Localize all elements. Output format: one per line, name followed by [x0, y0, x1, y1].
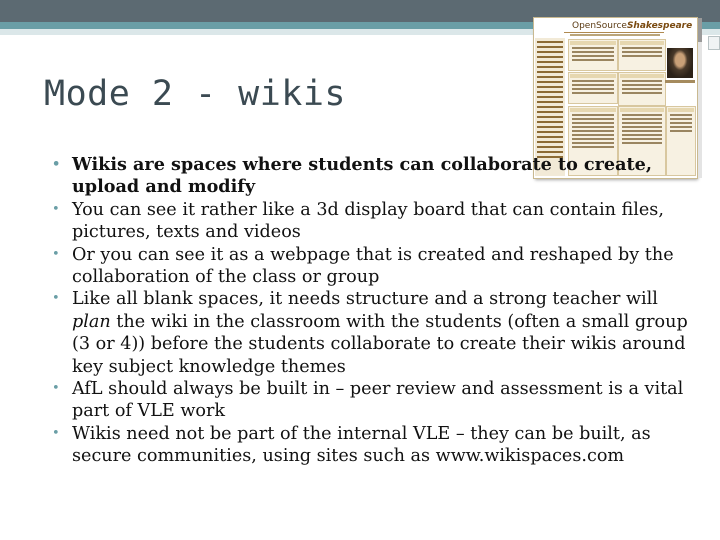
- corner-button: [708, 36, 720, 50]
- thumbnail-scrollbar-thumb: [698, 18, 702, 42]
- bullet-item: [52, 378, 692, 423]
- bullet-marker: •: [52, 425, 60, 441]
- site-panel: [618, 39, 666, 71]
- portrait-caption: [665, 80, 695, 83]
- bullet-text: Wikis are spaces where students can collaborate to create, upload and modify: [72, 154, 652, 198]
- bullet-item: [52, 288, 692, 378]
- bullet-text-after: the wiki in the classroom with the students (often a small group (3 or 4)) before the students collaborate to create their wikis around key subject knowledge themes: [72, 311, 688, 377]
- bullet-marker: •: [52, 201, 60, 217]
- logo-brand: Shakespeare: [626, 21, 693, 31]
- slide-title: Mode 2 - wikis: [44, 74, 347, 114]
- bullet-item: [52, 154, 692, 199]
- site-panel: [618, 72, 666, 106]
- site-panel: [568, 39, 618, 71]
- bullet-list: [52, 154, 692, 468]
- thumbnail-scrollbar: [698, 18, 702, 178]
- bullet-marker: •: [52, 381, 60, 397]
- site-panel: [568, 72, 618, 104]
- bullet-item: [52, 244, 692, 289]
- bullet-item: [52, 199, 692, 244]
- bullet-text: Or you can see it as a webpage that is created and reshaped by the collaboration of the class or group: [72, 244, 674, 288]
- bullet-text: AfL should always be built in – peer review and assessment is a vital part of VLE work: [72, 379, 684, 422]
- bullet-marker: •: [52, 157, 61, 172]
- logo-prefix: OpenSource: [572, 21, 627, 31]
- site-logo: [572, 21, 692, 31]
- bullet-emphasis: plan: [72, 311, 111, 332]
- site-tagline-block: [570, 34, 660, 36]
- shakespeare-portrait-image: [667, 48, 693, 78]
- bullet-text-before: Like all blank spaces, it needs structure and a strong teacher will: [72, 289, 658, 310]
- bullet-text: Wikis need not be part of the internal VLE – they can be built, as secure communities, using sites such as www.wikispaces.com: [72, 423, 651, 467]
- logo-divider: [564, 32, 664, 33]
- bullet-marker: •: [52, 246, 60, 262]
- bullet-text: You can see it rather like a 3d display board that can contain files, pictures, texts and videos: [72, 199, 664, 243]
- bullet-item: [52, 423, 692, 468]
- bullet-marker: •: [52, 291, 60, 307]
